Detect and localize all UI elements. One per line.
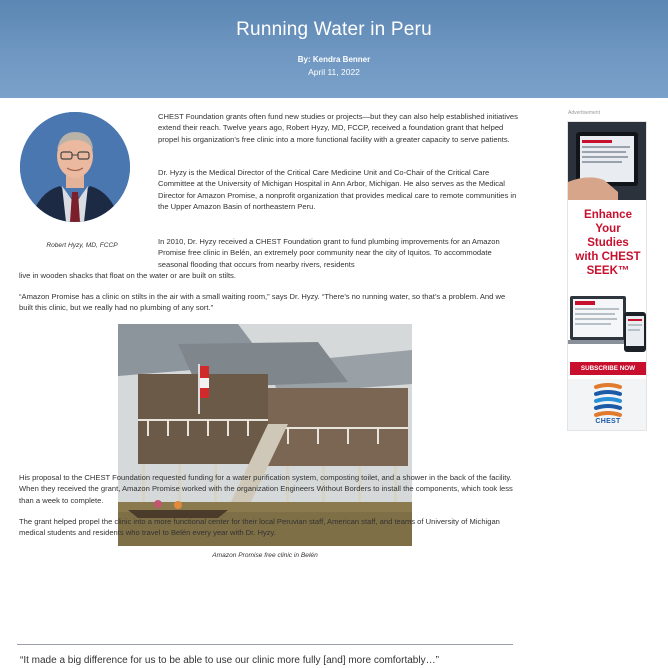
ad-headline-line: Enhance	[584, 209, 632, 221]
page-title: Running Water in Peru	[236, 19, 432, 40]
ad-label: Advertisement	[568, 110, 600, 116]
ad-headline-line: SEEK™	[586, 265, 630, 277]
chest-logo-icon	[568, 379, 647, 419]
tablet-hand-icon	[568, 122, 647, 200]
chest-logo	[568, 379, 647, 431]
portrait-image	[20, 112, 130, 222]
clinic-image	[118, 324, 412, 546]
ad-headline-line: with CHEST	[575, 251, 641, 263]
devices-icon	[568, 292, 647, 362]
chest-logo-text: CHEST	[595, 418, 621, 425]
ad-hero-image	[568, 122, 647, 200]
ad-headline-line: Your	[595, 223, 621, 235]
subscribe-button[interactable]: SUBSCRIBE NOW	[570, 362, 646, 375]
paragraph-intro: CHEST Foundation grants often fund new studies or projects—but they can also help established initiatives extend their reach. Twelve years ago, Robert Hyzy, MD, FCCP, received a foundation grant that helped propel his organization's free clinic into a more functional facility with a greater capacity to serve patients.	[158, 112, 518, 144]
publish-date: April 11, 2022	[308, 67, 360, 77]
author-photo	[20, 112, 130, 234]
paragraph-bio: Dr. Hyzy is the Medical Director of the Critical Care Medicine Unit and Co-Chair of the Critical Care Committee at the University of Michigan Hospital in Ann Arbor, Michigan. He also serves as the Medical Director for Amazon Promise, a nonprofit organization that provides medical care to remote communities in the Upper Amazon Basin of northeastern Peru.	[158, 168, 517, 212]
clinic-photo	[118, 324, 412, 546]
author-photo-caption: Robert Hyzy, MD, FCCP	[46, 242, 118, 249]
paragraph-proposal: His proposal to the CHEST Foundation requested funding for a water purification system, composting toilet, and a shower in the back of the facility. When they received the grant, Amazon Promise worked with the organization Engineers Without Borders to install the components, which took less than a week to complete.	[19, 473, 513, 505]
paragraph-grant-continued: live in wooden shacks that float on the water or are built on stilts.	[19, 271, 236, 280]
ad-headline	[568, 208, 647, 278]
article-header	[0, 0, 668, 98]
byline: By: Kendra Benner	[297, 55, 371, 64]
quote-divider	[17, 644, 513, 645]
paragraph-impact: The grant helped propel the clinic into a more functional center for their local Peruvian staff, American staff, and teams of University of Michigan medical students and residents who travel to Belén every year with Dr. Hyzy.	[19, 517, 500, 538]
pull-quote: “It made a big difference for us to be able to use our clinic more fully [and] more comfortably…”	[20, 655, 439, 666]
paragraph-grant: In 2010, Dr. Hyzy received a CHEST Foundation grant to fund plumbing improvements for an Amazon Promise free clinic in Belén, an extremely poor community near the city of Iquitos. To accommodate seasonal flooding that occurs from nearby rivers, residents	[158, 237, 500, 269]
avatar	[20, 112, 130, 222]
ad-devices-image	[568, 292, 647, 362]
paragraph-quote-clinic: “Amazon Promise has a clinic on stilts in the air with a small waiting room,” says Dr. Hyzy. “There’s no running water, so that’s a problem. And we built this clinic, but we really had no plumbing of any sort.”	[19, 292, 506, 313]
clinic-photo-caption: Amazon Promise free clinic in Belén	[212, 552, 318, 559]
chest-seek-ad[interactable]	[567, 121, 647, 431]
ad-headline-line: Studies	[587, 237, 629, 249]
